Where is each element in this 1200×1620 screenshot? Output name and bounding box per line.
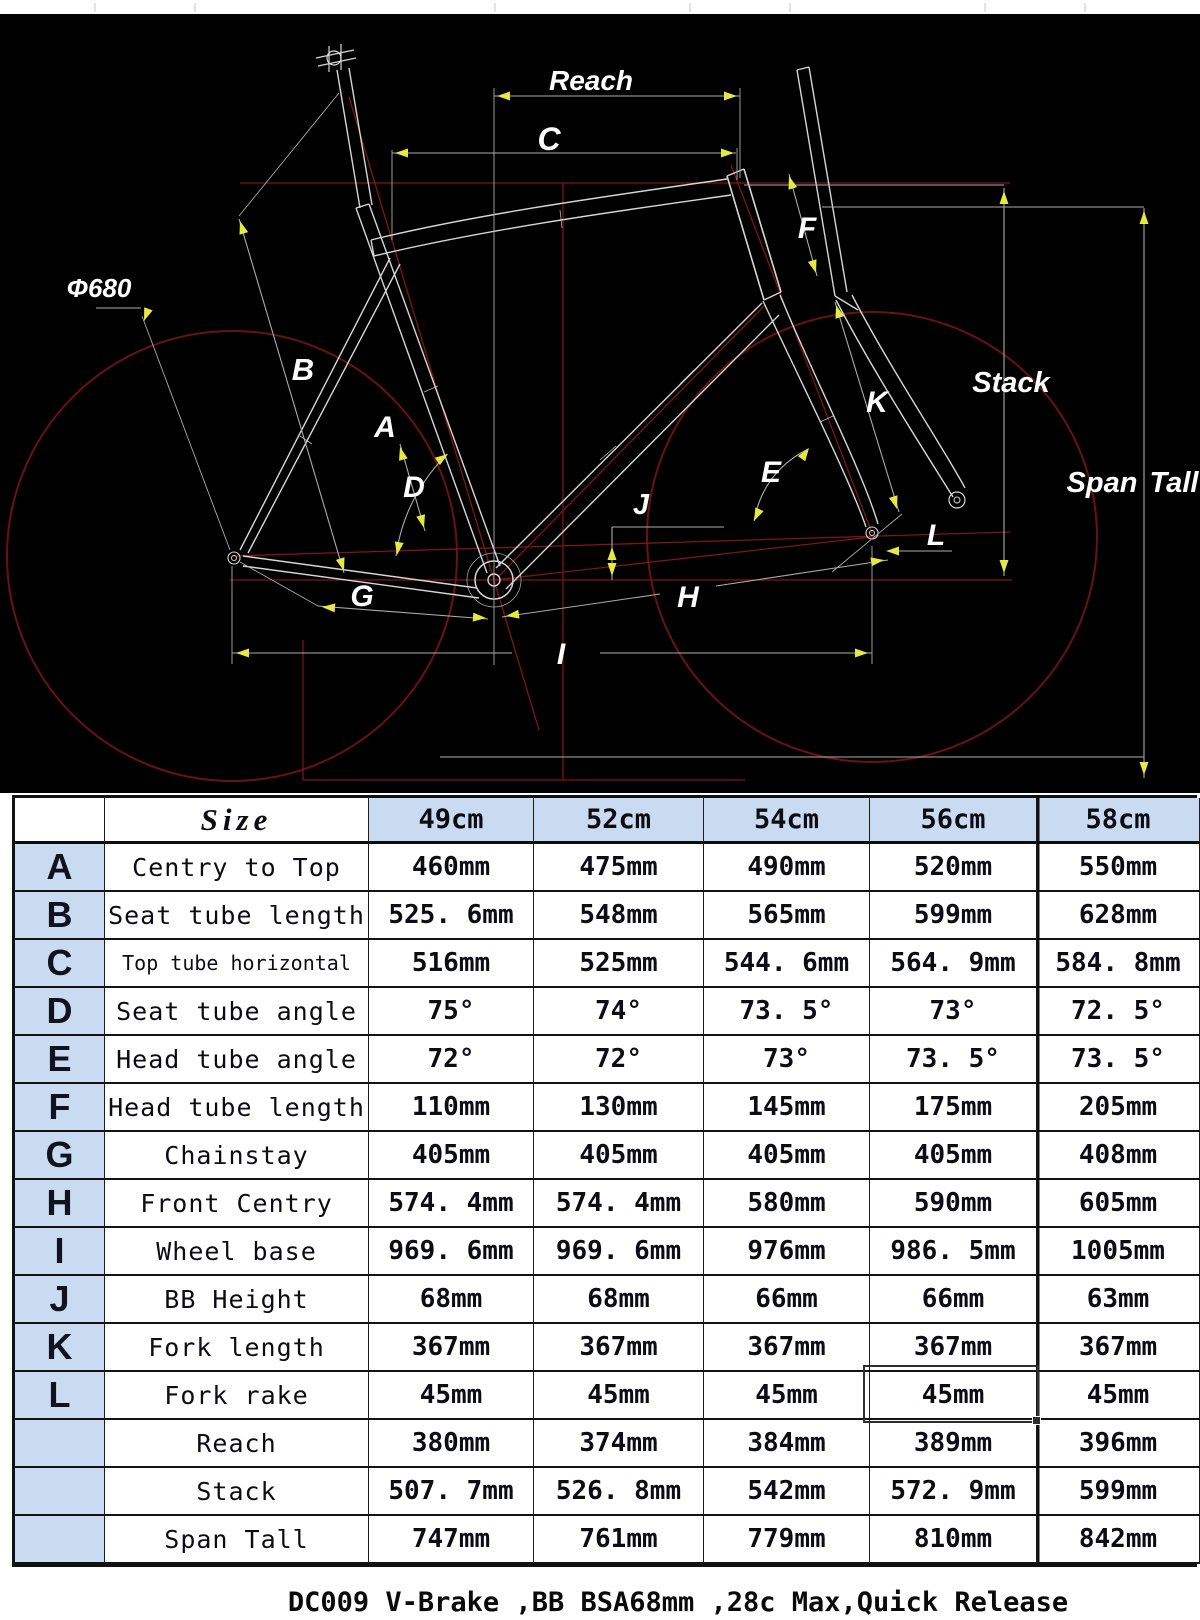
column-header-52cm[interactable]: 52cm (534, 798, 704, 844)
table-cell[interactable]: 544. 6mm (704, 940, 870, 988)
label-reach: Reach (548, 65, 634, 96)
table-cell[interactable]: 520mm (870, 844, 1037, 892)
table-cell[interactable]: 205mm (1037, 1084, 1200, 1132)
row-letter-cell[interactable]: H (15, 1180, 105, 1228)
bike-cad-drawing (0, 0, 1200, 793)
table-cell[interactable]: 405mm (704, 1132, 870, 1180)
row-letter-cell[interactable]: I (15, 1228, 105, 1276)
row-label-cell[interactable]: BB Height (105, 1276, 369, 1324)
table-cell[interactable]: 572. 9mm (870, 1468, 1037, 1516)
table-cell[interactable]: 130mm (534, 1084, 704, 1132)
table-cell[interactable]: 542mm (704, 1468, 870, 1516)
table-cell[interactable]: 779mm (704, 1516, 870, 1564)
table-cell[interactable]: 747mm (369, 1516, 534, 1564)
table-cell[interactable]: 374mm (534, 1420, 704, 1468)
label-wheel-diameter: Φ680 (66, 273, 132, 303)
table-cell[interactable]: 548mm (534, 892, 704, 940)
row-letter-cell[interactable]: L (15, 1372, 105, 1420)
row-letter-cell[interactable]: A (15, 844, 105, 892)
row-label-cell[interactable]: Span Tall (105, 1516, 369, 1564)
column-header-58cm[interactable]: 58cm (1037, 798, 1200, 844)
table-cell[interactable]: 72° (534, 1036, 704, 1084)
table-cell[interactable]: 405mm (870, 1132, 1037, 1180)
label-i: I (556, 638, 566, 671)
label-stack: Stack (972, 367, 1050, 399)
table-cell[interactable]: 389mm (870, 1420, 1037, 1468)
table-cell[interactable]: 507. 7mm (369, 1468, 534, 1516)
label-f: F (797, 212, 817, 245)
table-cell[interactable]: 74° (534, 988, 704, 1036)
table-cell[interactable]: 584. 8mm (1037, 940, 1200, 988)
table-corner-cell[interactable] (15, 798, 105, 844)
row-letter-cell[interactable]: G (15, 1132, 105, 1180)
table-cell[interactable]: 45mm (369, 1372, 534, 1420)
row-label-cell[interactable]: Fork length (105, 1324, 369, 1372)
table-cell[interactable]: 761mm (534, 1516, 704, 1564)
table-cell[interactable]: 367mm (1037, 1324, 1200, 1372)
table-cell[interactable]: 574. 4mm (534, 1180, 704, 1228)
table-cell[interactable]: 628mm (1037, 892, 1200, 940)
table-cell[interactable]: 969. 6mm (534, 1228, 704, 1276)
table-cell[interactable]: 475mm (534, 844, 704, 892)
label-b: B (291, 352, 315, 387)
row-letter-cell[interactable] (15, 1516, 105, 1564)
row-letter-cell[interactable]: B (15, 892, 105, 940)
row-label-cell[interactable]: Centry to Top (105, 844, 369, 892)
spec-footer-note: DC009 V-Brake ,BB BSA68mm ,28c Max,Quick Release (287, 1587, 1069, 1618)
table-cell[interactable]: 175mm (870, 1084, 1037, 1132)
table-cell[interactable]: 110mm (369, 1084, 534, 1132)
table-cell[interactable]: 63mm (1037, 1276, 1200, 1324)
table-cell[interactable]: 367mm (870, 1324, 1037, 1372)
table-cell[interactable]: 550mm (1037, 844, 1200, 892)
table-cell[interactable]: 66mm (870, 1276, 1037, 1324)
table-cell[interactable]: 396mm (1037, 1420, 1200, 1468)
table-cell[interactable]: 525mm (534, 940, 704, 988)
row-label-cell[interactable]: Fork rake (105, 1372, 369, 1420)
table-cell[interactable]: 45mm (534, 1372, 704, 1420)
table-cell[interactable]: 45mm (870, 1372, 1037, 1420)
table-cell[interactable]: 405mm (369, 1132, 534, 1180)
column-header-56cm[interactable]: 56cm (870, 798, 1037, 844)
row-label-cell[interactable]: Front Centry (105, 1180, 369, 1228)
row-label-cell[interactable]: Seat tube angle (105, 988, 369, 1036)
row-letter-cell[interactable]: C (15, 940, 105, 988)
table-cell[interactable]: 590mm (870, 1180, 1037, 1228)
table-cell[interactable]: 367mm (704, 1324, 870, 1372)
column-header-49cm[interactable]: 49cm (369, 798, 534, 844)
table-cell[interactable]: 405mm (534, 1132, 704, 1180)
label-l: L (926, 519, 946, 552)
row-letter-cell[interactable] (15, 1420, 105, 1468)
row-label-cell[interactable]: Head tube angle (105, 1036, 369, 1084)
label-d: D (403, 471, 425, 504)
row-letter-cell[interactable] (15, 1468, 105, 1516)
row-letter-cell[interactable]: K (15, 1324, 105, 1372)
label-a: A (374, 411, 396, 444)
geometry-table (12, 795, 1197, 1567)
row-label-cell[interactable]: Wheel base (105, 1228, 369, 1276)
drawing-background (0, 14, 1200, 793)
label-tall: Tall (1149, 467, 1199, 499)
table-cell[interactable]: 73° (870, 988, 1037, 1036)
table-cell[interactable]: 605mm (1037, 1180, 1200, 1228)
table-cell[interactable]: 73. 5° (870, 1036, 1037, 1084)
row-label-cell[interactable]: Reach (105, 1420, 369, 1468)
table-cell[interactable]: 380mm (369, 1420, 534, 1468)
table-cell[interactable]: 976mm (704, 1228, 870, 1276)
frame-geometry-diagram (0, 0, 1200, 793)
table-cell[interactable]: 842mm (1037, 1516, 1200, 1564)
table-cell[interactable]: 1005mm (1037, 1228, 1200, 1276)
table-cell[interactable]: 367mm (534, 1324, 704, 1372)
top-ruler-strip (0, 0, 1200, 14)
row-letter-cell[interactable]: E (15, 1036, 105, 1084)
row-letter-cell[interactable]: F (15, 1084, 105, 1132)
table-cell[interactable]: 516mm (369, 940, 534, 988)
table-cell[interactable]: 565mm (704, 892, 870, 940)
row-label-cell[interactable]: Chainstay (105, 1132, 369, 1180)
row-letter-cell[interactable]: J (15, 1276, 105, 1324)
row-label-cell[interactable]: Head tube length (105, 1084, 369, 1132)
table-cell[interactable]: 969. 6mm (369, 1228, 534, 1276)
column-header-54cm[interactable]: 54cm (704, 798, 870, 844)
label-g: G (350, 580, 374, 613)
table-cell[interactable]: 599mm (1037, 1468, 1200, 1516)
table-cell[interactable]: 526. 8mm (534, 1468, 704, 1516)
table-cell[interactable]: 145mm (704, 1084, 870, 1132)
table-cell[interactable]: 45mm (1037, 1372, 1200, 1420)
table-cell[interactable]: 73. 5° (704, 988, 870, 1036)
label-k: K (866, 386, 888, 419)
label-e: E (760, 456, 782, 489)
table-cell[interactable]: 490mm (704, 844, 870, 892)
label-h: H (677, 581, 699, 614)
label-j: J (632, 489, 650, 521)
table-cell[interactable]: 599mm (870, 892, 1037, 940)
row-letter-cell[interactable]: D (15, 988, 105, 1036)
table-cell[interactable]: 68mm (369, 1276, 534, 1324)
label-c: C (537, 121, 561, 157)
table-cell[interactable]: 525. 6mm (369, 892, 534, 940)
table-cell[interactable]: 73. 5° (1037, 1036, 1200, 1084)
table-cell[interactable]: 986. 5mm (870, 1228, 1037, 1276)
row-label-cell[interactable]: Stack (105, 1468, 369, 1516)
table-cell[interactable]: 72° (369, 1036, 534, 1084)
table-cell[interactable]: 574. 4mm (369, 1180, 534, 1228)
table-cell[interactable]: 408mm (1037, 1132, 1200, 1180)
table-cell[interactable]: 384mm (704, 1420, 870, 1468)
table-cell[interactable]: 580mm (704, 1180, 870, 1228)
row-label-cell[interactable]: Top tube horizontal (105, 940, 369, 988)
table-cell[interactable]: 367mm (369, 1324, 534, 1372)
row-label-cell[interactable]: Seat tube length (105, 892, 369, 940)
table-cell[interactable]: 68mm (534, 1276, 704, 1324)
table-cell[interactable]: 75° (369, 988, 534, 1036)
label-span: Span (1066, 467, 1138, 499)
table-cell[interactable]: 810mm (870, 1516, 1037, 1564)
table-cell[interactable]: 460mm (369, 844, 534, 892)
geometry-table-wrap (12, 795, 1197, 1567)
size-header-cell[interactable]: Size (105, 798, 369, 844)
table-cell[interactable]: 564. 9mm (870, 940, 1037, 988)
table-cell[interactable]: 72. 5° (1037, 988, 1200, 1036)
table-cell[interactable]: 73° (704, 1036, 870, 1084)
table-cell[interactable]: 66mm (704, 1276, 870, 1324)
table-cell[interactable]: 45mm (704, 1372, 870, 1420)
